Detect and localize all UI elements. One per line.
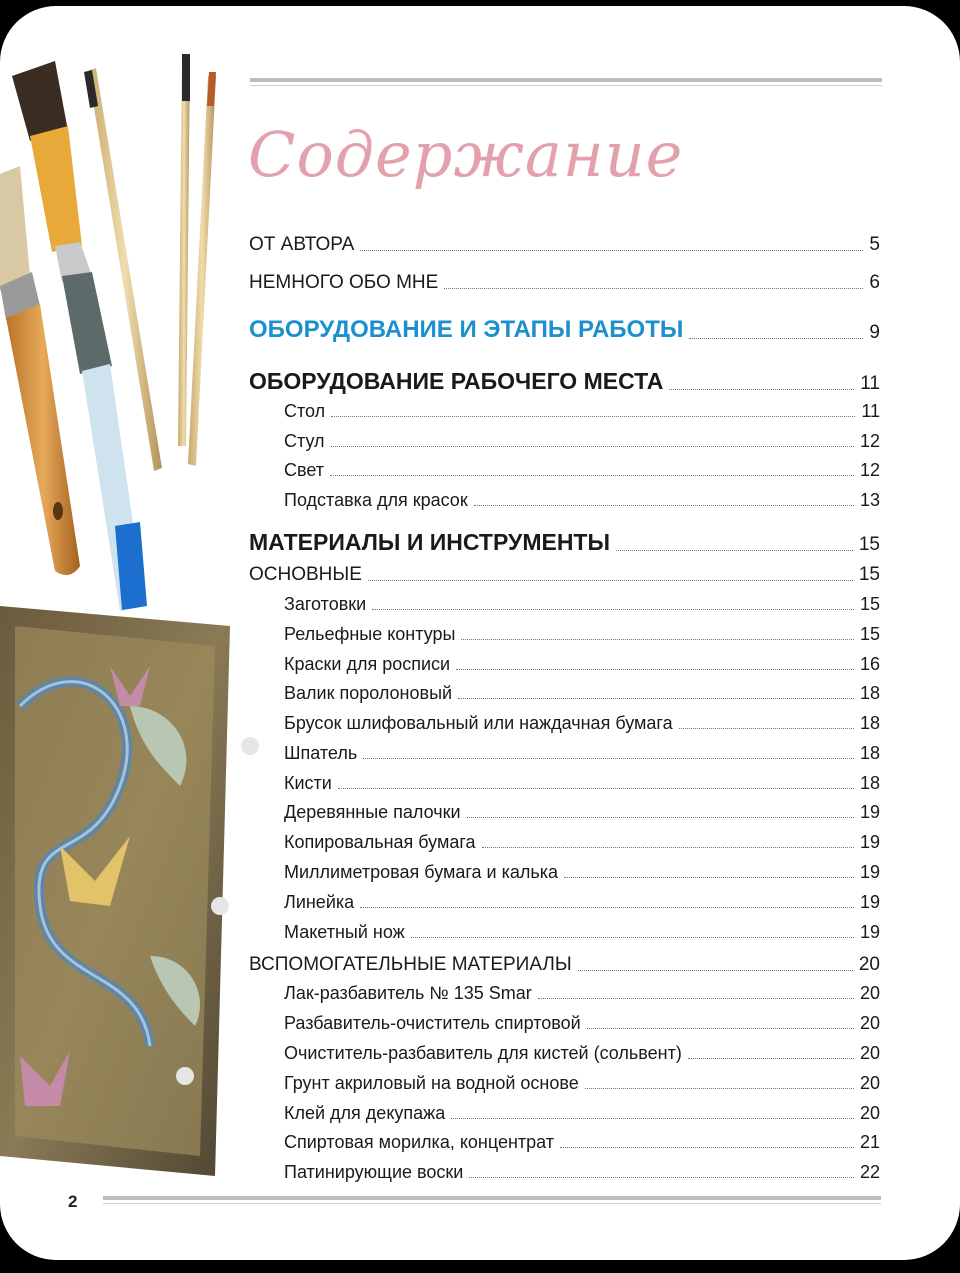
dot-leader	[444, 288, 863, 289]
painted-box-icon	[0, 606, 259, 1176]
toc-entry-page: 6	[869, 272, 880, 293]
dot-leader	[411, 937, 854, 938]
toc-entry[interactable]	[284, 743, 880, 764]
dot-leader	[372, 609, 854, 610]
toc-entry-page: 19	[859, 892, 880, 912]
toc-entry-page: 18	[859, 743, 880, 763]
toc-entry-page: 20	[859, 1073, 880, 1093]
toc-entry-page: 18	[859, 713, 880, 733]
toc-entry-page: 18	[859, 683, 880, 703]
thin-brush-icon	[178, 54, 190, 446]
toc-entry-label: Кисти	[284, 773, 332, 793]
toc-entry-page: 19	[859, 802, 880, 822]
dot-leader	[482, 847, 854, 848]
dot-leader	[469, 1177, 854, 1178]
toc-entry-page: 19	[859, 862, 880, 882]
toc-entry-label: Очиститель-разбавитель для кистей (сольвент)	[284, 1043, 682, 1063]
toc-entry[interactable]	[249, 529, 880, 556]
toc-entry-page: 20	[859, 1013, 880, 1033]
toc-entry-label: Лак-разбавитель № 135 Smar	[284, 983, 532, 1003]
toc-entry-label: Разбавитель-очиститель спиртовой	[284, 1013, 581, 1033]
toc-entry[interactable]	[284, 624, 880, 645]
dot-leader	[360, 907, 854, 908]
toc-entry-label: Брусок шлифовальный или наждачная бумага	[284, 713, 673, 733]
toc-entry[interactable]	[284, 1043, 880, 1064]
toc-entry-page: 5	[869, 234, 880, 255]
toc-entry-page: 19	[859, 922, 880, 942]
toc-entry-page: 15	[859, 624, 880, 644]
toc-entry-page: 12	[859, 460, 880, 480]
dot-leader	[688, 1058, 854, 1059]
toc-entry[interactable]	[284, 832, 880, 853]
bottom-rule	[103, 1196, 881, 1204]
toc-entry[interactable]	[284, 654, 880, 675]
toc-entry-page: 22	[859, 1162, 880, 1182]
toc-entry-page: 11	[861, 401, 880, 421]
toc-entry[interactable]	[284, 1013, 880, 1034]
toc-entry[interactable]	[284, 1132, 880, 1153]
toc-entry[interactable]	[284, 460, 880, 481]
toc-entry[interactable]	[284, 1103, 880, 1124]
dot-leader	[458, 698, 854, 699]
dot-leader	[368, 580, 853, 581]
toc-entry-page: 20	[859, 1103, 880, 1123]
toc-entry[interactable]	[284, 892, 880, 913]
toc-entry[interactable]	[249, 954, 880, 976]
toc-entry-label: Шпатель	[284, 743, 358, 763]
toc-entry-label: Валик поролоновый	[284, 683, 453, 703]
dot-leader	[451, 1118, 854, 1119]
toc-entry-page: 20	[859, 1043, 880, 1063]
toc-entry[interactable]	[249, 272, 880, 294]
toc-entry-page: 21	[859, 1132, 880, 1152]
dot-leader	[363, 758, 854, 759]
dot-leader	[331, 446, 854, 447]
brushes-and-box-illustration	[0, 6, 260, 1186]
toc-entry-page: 12	[859, 431, 880, 451]
toc-entry-page: 15	[858, 534, 880, 555]
toc-entry[interactable]	[284, 594, 880, 615]
toc-entry-label: Подставка для красок	[284, 490, 468, 510]
toc-entry[interactable]	[284, 773, 880, 794]
toc-entry-label: МАТЕРИАЛЫ И ИНСТРУМЕНТЫ	[249, 529, 610, 555]
toc-entry-label: Краски для росписи	[284, 654, 451, 674]
dot-leader	[616, 550, 853, 551]
toc-entry-label: Деревянные палочки	[284, 802, 461, 822]
toc-entry-page: 20	[859, 983, 880, 1003]
toc-entry-page: 16	[859, 654, 880, 674]
toc-entry-label: ОТ АВТОРА	[249, 234, 355, 255]
toc-entry-page: 20	[858, 954, 880, 975]
dot-leader	[360, 250, 863, 251]
toc-entry-page: 15	[858, 564, 880, 585]
toc-entry-label: Спиртовая морилка, концентрат	[284, 1132, 555, 1152]
toc-entry-page: 18	[859, 773, 880, 793]
dot-leader	[560, 1147, 854, 1148]
toc-entry[interactable]	[249, 368, 880, 395]
toc-entry[interactable]	[249, 316, 880, 344]
toc-entry-label: Свет	[284, 460, 325, 480]
dot-leader	[679, 728, 854, 729]
dot-leader	[461, 639, 854, 640]
dot-leader	[474, 505, 854, 506]
toc-entry-label: Копировальная бумага	[284, 832, 476, 852]
toc-entry-label: ОБОРУДОВАНИЕ И ЭТАПЫ РАБОТЫ	[249, 316, 684, 343]
toc-entry-page: 13	[859, 490, 880, 510]
toc-entry-label: Стол	[284, 401, 326, 421]
toc-entry-label: Грунт акриловый на водной основе	[284, 1073, 579, 1093]
toc-entry-label: Линейка	[284, 892, 355, 912]
thin-brush-icon	[188, 72, 216, 466]
dot-leader	[578, 970, 853, 971]
dot-leader	[330, 475, 854, 476]
toc-entry[interactable]	[284, 862, 880, 883]
toc-entry-label: НЕМНОГО ОБО МНЕ	[249, 272, 439, 293]
toc-entry-label: Клей для декупажа	[284, 1103, 446, 1123]
toc-entry-label: Рельефные контуры	[284, 624, 456, 644]
toc-entry[interactable]	[284, 983, 880, 1004]
toc-entry-label: Патинирующие воски	[284, 1162, 464, 1182]
toc-entry[interactable]	[284, 683, 880, 704]
toc-entry-label: ОСНОВНЫЕ	[249, 564, 362, 585]
dot-leader	[689, 338, 863, 339]
dot-leader	[338, 788, 854, 789]
page-title: Содержание	[248, 118, 684, 191]
toc-entry[interactable]	[284, 713, 880, 734]
toc-entry-label: Макетный нож	[284, 922, 405, 942]
page-number: 2	[68, 1192, 78, 1211]
toc-entry-page: 15	[859, 594, 880, 614]
toc-entry-label: Стул	[284, 431, 325, 451]
dot-leader	[538, 998, 854, 999]
dot-leader	[587, 1028, 854, 1029]
toc-entry-label: Заготовки	[284, 594, 367, 614]
toc-entry[interactable]	[249, 234, 880, 256]
dot-leader	[331, 416, 855, 417]
toc-entry[interactable]	[284, 431, 880, 452]
toc-entry[interactable]	[284, 922, 880, 943]
toc-entry-page: 9	[869, 322, 880, 343]
toc-entry[interactable]	[284, 1073, 880, 1094]
toc-entry[interactable]	[284, 490, 880, 511]
toc-entry[interactable]	[249, 564, 880, 586]
toc-entry-label: ОБОРУДОВАНИЕ РАБОЧЕГО МЕСТА	[249, 368, 664, 394]
document-page	[0, 6, 960, 1260]
dot-leader	[669, 389, 854, 390]
toc-entry-label: ВСПОМОГАТЕЛЬНЫЕ МАТЕРИАЛЫ	[249, 954, 572, 975]
dot-leader	[467, 817, 854, 818]
toc-entry-page: 19	[859, 832, 880, 852]
top-rule	[250, 78, 882, 86]
dot-leader	[456, 669, 854, 670]
dot-leader	[585, 1088, 854, 1089]
toc-entry-page: 11	[860, 373, 880, 394]
toc-entry[interactable]	[284, 1162, 880, 1183]
toc-entry[interactable]	[284, 401, 880, 422]
toc-entry[interactable]	[284, 802, 880, 823]
dot-leader	[564, 877, 854, 878]
toc-entry-label: Миллиметровая бумага и калька	[284, 862, 559, 882]
